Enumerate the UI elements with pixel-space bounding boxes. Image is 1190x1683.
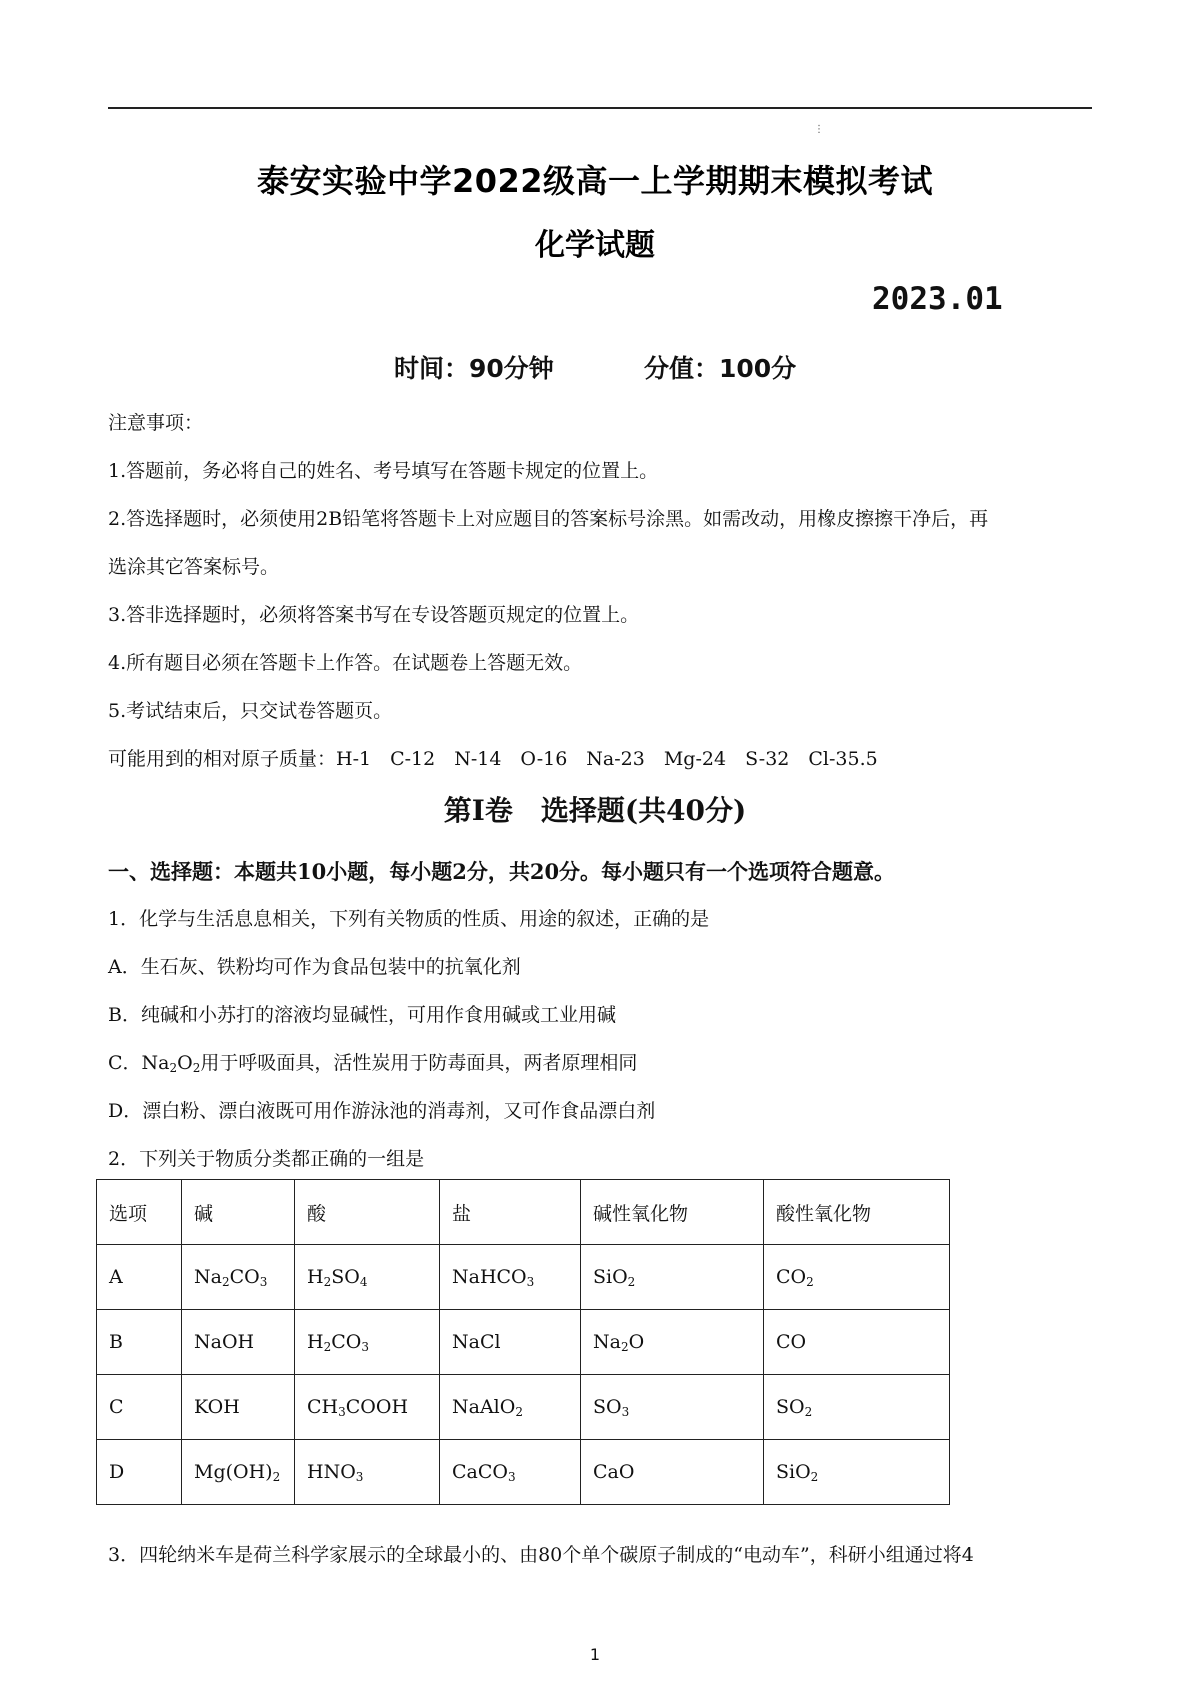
question-2-stem: 2．下列关于物质分类都正确的一组是 bbox=[108, 1148, 425, 1170]
table-header: 酸 bbox=[295, 1180, 440, 1245]
question-1-option-c: C．$Na_2O_2$用于呼吸面具，活性炭用于防毒面具，两者原理相同 bbox=[108, 1052, 638, 1075]
table-cell: $H_2CO_3$ bbox=[295, 1310, 440, 1375]
table-cell: $Mg(OH)_2$ bbox=[182, 1440, 295, 1505]
table-cell: CaCO$_3$ bbox=[440, 1440, 581, 1505]
table-header-row bbox=[97, 1180, 950, 1245]
table-cell: A bbox=[97, 1245, 182, 1310]
table-header: 选项 bbox=[97, 1180, 182, 1245]
table-row bbox=[97, 1440, 950, 1505]
question-1-option-b: B．纯碱和小苏打的溶液均显碱性，可用作食用碱或工业用碱 bbox=[108, 1004, 616, 1026]
exam-score: 分值：100分 bbox=[644, 354, 797, 383]
notice-item: 2.答选择题时，必须使用2B铅笔将答题卡上对应题目的答案标号涂黑。如需改动，用橡皮擦擦干净后，再 bbox=[108, 508, 989, 530]
notice-item: 选涂其它答案标号。 bbox=[108, 556, 280, 578]
question-3-stem: 3．四轮纳米车是荷兰科学家展示的全球最小的、由80个单个碳原子制成的“电动车”，科研小组通过将4 bbox=[108, 1544, 974, 1566]
table-cell: NaCl bbox=[440, 1310, 581, 1375]
table-header: 碱 bbox=[182, 1180, 295, 1245]
table-cell: $SO_3$ bbox=[581, 1375, 764, 1440]
table-row bbox=[97, 1375, 950, 1440]
table-cell: NaOH bbox=[182, 1310, 295, 1375]
exam-subtitle: 化学试题 bbox=[535, 228, 655, 263]
table-cell: $H_2SO_4$ bbox=[295, 1245, 440, 1310]
table-cell: $CO_2$ bbox=[764, 1245, 950, 1310]
question-1-option-d: D．漂白粉、漂白液既可用作游泳池的消毒剂，又可作食品漂白剂 bbox=[108, 1100, 656, 1122]
exam-date: 2023.01 bbox=[872, 281, 1003, 317]
table-cell: KOH bbox=[182, 1375, 295, 1440]
notice-item: 1.答题前，务必将自己的姓名、考号填写在答题卡规定的位置上。 bbox=[108, 460, 659, 482]
table-cell: $CH_3COOH$ bbox=[295, 1375, 440, 1440]
table-cell: CO bbox=[764, 1310, 950, 1375]
table-header: 碱性氧化物 bbox=[581, 1180, 764, 1245]
header-mark: ⋮ bbox=[814, 124, 824, 135]
section-instruction: 一、选择题：本题共10小题，每小题2分，共20分。每小题只有一个选项符合题意。 bbox=[108, 859, 896, 884]
table-cell: CaO bbox=[581, 1440, 764, 1505]
table-cell: NaAlO$_2$ bbox=[440, 1375, 581, 1440]
table-cell: NaHCO$_3$ bbox=[440, 1245, 581, 1310]
table-header: 盐 bbox=[440, 1180, 581, 1245]
atomic-masses: 可能用到的相对原子质量：H-1 C-12 N-14 O-16 Na-23 Mg-24 S-32 Cl-35.5 bbox=[108, 748, 878, 770]
table-cell: $Na_2CO_3$ bbox=[182, 1245, 295, 1310]
exam-title: 泰安实验中学2022级高一上学期期末模拟考试 bbox=[256, 162, 934, 200]
question-1-stem: 1．化学与生活息息相关，下列有关物质的性质、用途的叙述，正确的是 bbox=[108, 908, 710, 930]
section-title: 第Ⅰ卷 选择题(共40分) bbox=[443, 794, 747, 827]
exam-time: 时间：90分钟 bbox=[394, 354, 554, 383]
notice-item: 3.答非选择题时，必须将答案书写在专设答题页规定的位置上。 bbox=[108, 604, 640, 626]
header-rule bbox=[108, 107, 1092, 109]
table-row bbox=[97, 1245, 950, 1310]
question-1-option-a: A．生石灰、铁粉均可作为食品包装中的抗氧化剂 bbox=[108, 956, 521, 978]
notice-heading: 注意事项： bbox=[108, 412, 204, 434]
page-number: 1 bbox=[589, 1645, 601, 1664]
table-cell: D bbox=[97, 1440, 182, 1505]
table-header: 酸性氧化物 bbox=[764, 1180, 950, 1245]
table-row bbox=[97, 1310, 950, 1375]
table-cell: $HNO_3$ bbox=[295, 1440, 440, 1505]
classification-table bbox=[96, 1179, 950, 1505]
table-cell: B bbox=[97, 1310, 182, 1375]
table-cell: SiO$_2$ bbox=[581, 1245, 764, 1310]
table-cell: SiO$_2$ bbox=[764, 1440, 950, 1505]
table-cell: $SO_2$ bbox=[764, 1375, 950, 1440]
notice-item: 5.考试结束后，只交试卷答题页。 bbox=[108, 700, 393, 722]
table-cell: $Na_2O$ bbox=[581, 1310, 764, 1375]
table-cell: C bbox=[97, 1375, 182, 1440]
notice-item: 4.所有题目必须在答题卡上作答。在试题卷上答题无效。 bbox=[108, 652, 583, 674]
